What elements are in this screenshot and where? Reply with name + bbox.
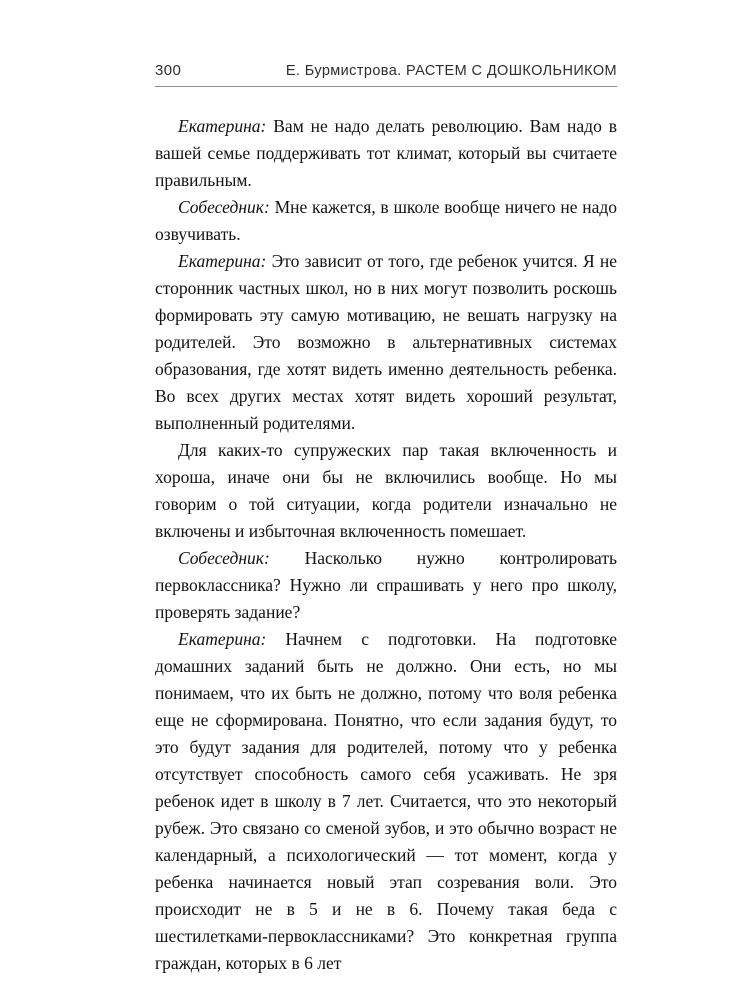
paragraph bbox=[155, 545, 617, 626]
header-rule bbox=[155, 86, 617, 87]
paragraph-text: Вам не надо делать революцию. Вам надо в вашей семье поддерживать тот климат, который вы считаете правильным. bbox=[155, 116, 617, 190]
paragraph bbox=[155, 437, 617, 545]
speaker-label: Собеседник: bbox=[178, 548, 270, 568]
speaker-label: Екатерина: bbox=[178, 629, 267, 649]
paragraph bbox=[155, 113, 617, 194]
paragraph-text: Мне кажется, в школе вообще ничего не надо озвучивать. bbox=[155, 197, 618, 244]
paragraph bbox=[155, 626, 617, 977]
page-content bbox=[155, 62, 617, 977]
paragraph-text: Это зависит от того, где ребенок учится. Я не сторонник частных школ, но в них могут позволить роскошь формировать эту самую мотивацию, не вешать нагрузку на родителей. Это возможно в альтернативных системах образования, где хотят видеть именно деятельность ребенка. Во всех других местах хотят видеть хороший результат, выполненный родителями. bbox=[155, 251, 618, 433]
paragraph-text: Насколько нужно контролировать первоклассника? Нужно ли спрашивать у него про школу, проверять задание? bbox=[155, 548, 617, 622]
speaker-label: Екатерина: bbox=[178, 116, 267, 136]
paragraph bbox=[155, 248, 617, 437]
paragraph-text: Для каких-то супружеских пар такая включенность и хороша, иначе они бы не включились вообще. Но мы говорим о той ситуации, когда родители изначально не включены и избыточная включенность помешает. bbox=[155, 440, 617, 541]
running-head bbox=[155, 62, 617, 79]
body-text bbox=[155, 113, 617, 977]
running-title: Е. Бурмистрова. РАСТЕМ С ДОШКОЛЬНИКОМ bbox=[285, 63, 617, 79]
paragraph bbox=[155, 194, 617, 248]
speaker-label: Екатерина: bbox=[178, 251, 267, 271]
speaker-label: Собеседник: bbox=[178, 197, 270, 217]
page-number: 300 bbox=[155, 62, 182, 79]
paragraph-text: Начнем с подготовки. На подготовке домашних заданий быть не должно. Они есть, но мы понимаем, что их быть не должно, потому что воля ребенка еще не сформирована. Понятно, что если задания будут, то это будут задания для родителей, потому что у ребенка отсутствует способность самого себя усаживать. Не зря ребенок идет в школу в 7 лет. Считается, что это некоторый рубеж. Это связано со сменой зубов, и это обычно возраст не календарный, а психологический — тот момент, когда у ребенка начинается новый этап созревания воли. Это происходит не в 5 и не в 6. Почему такая беда с шестилетками-первоклассниками? Это конкретная группа граждан, которых в 6 лет bbox=[155, 629, 618, 973]
